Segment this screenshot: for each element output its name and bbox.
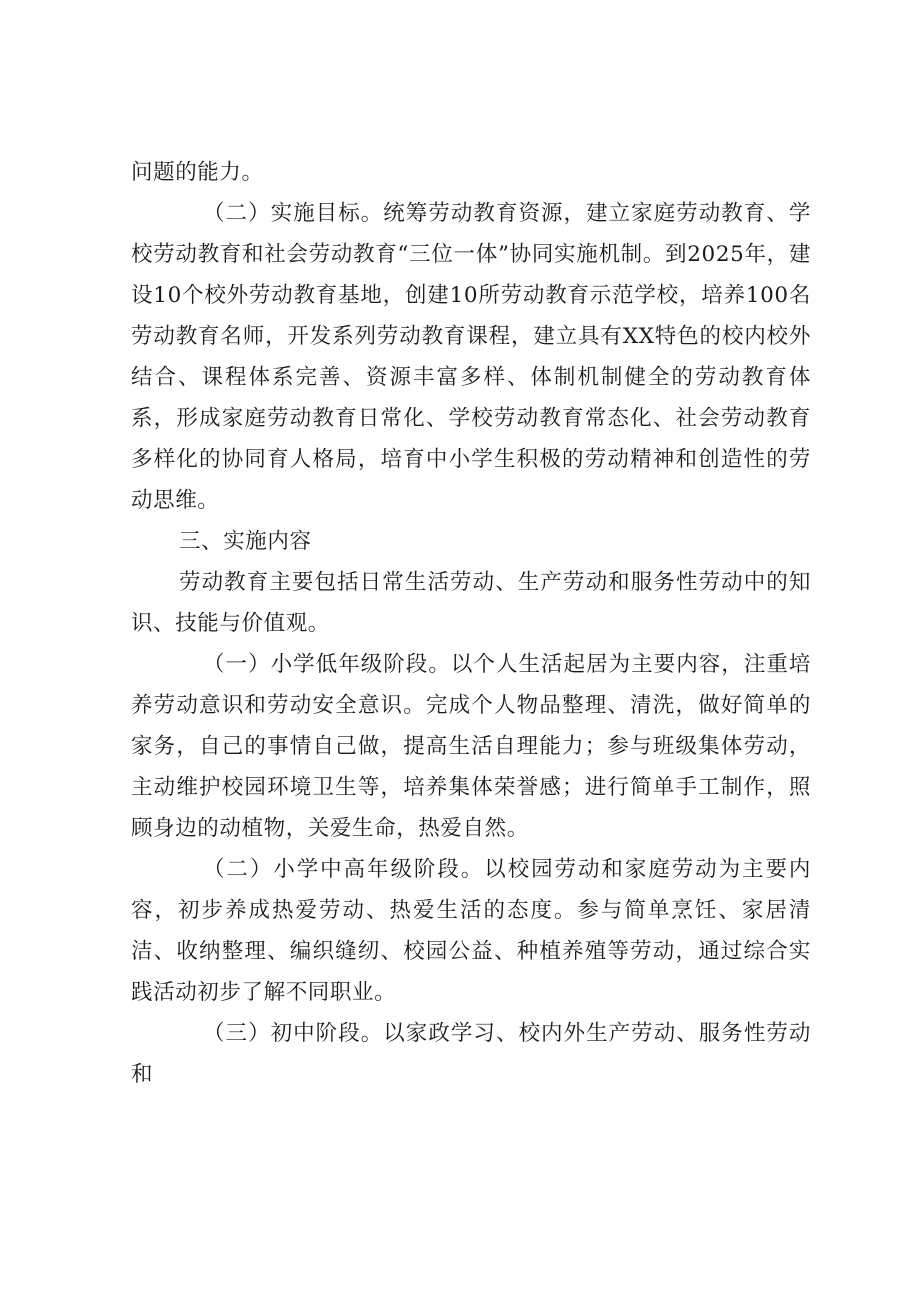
paragraph-primary-upper-grades: （二）小学中高年级阶段。以校园劳动和家庭劳动为主要内容，初步养成热爱劳动、热爱生活的态度。参与简单烹饪、家居清洁、收纳整理、编织缝纫、校园公益、种植养殖等劳动，通过综合实践活动初步了解不同职业。 xyxy=(131,857,811,1005)
document-body xyxy=(131,152,811,1095)
paragraph-junior-high: （三）初中阶段。以家政学习、校内外生产劳动、服务性劳动和 xyxy=(131,1021,811,1087)
paragraph-primary-lower-grades: （一）小学低年级阶段。以个人生活起居为主要内容，注重培养劳动意识和劳动安全意识。完成个人物品整理、清洗，做好简单的家务，自己的事情自己做，提高生活自理能力；参与班级集体劳动，主动维护校园环境卫生等，培养集体荣誉感；进行简单手工制作，照顾身边的动植物，关爱生命，热爱自然。 xyxy=(131,652,811,841)
paragraph-implementation-goals: （二）实施目标。统筹劳动教育资源，建立家庭劳动教育、学校劳动教育和社会劳动教育“三位一体”协同实施机制。到2025年，建设10个校外劳动教育基地，创建10所劳动教育示范学校，培养100名劳动教育名师，开发系列劳动教育课程，建立具有XX特色的校内校外结合、课程体系完善、资源丰富多样、体制机制健全的劳动教育体系，形成家庭劳动教育日常化、学校劳动教育常态化、社会劳动教育多样化的协同育人格局，培育中小学生积极的劳动精神和创造性的劳动思维。 xyxy=(131,201,811,513)
paragraph-continuation: 问题的能力。 xyxy=(131,160,264,185)
paragraph-labor-education-overview: 劳动教育主要包括日常生活劳动、生产劳动和服务性劳动中的知识、技能与价值观。 xyxy=(131,570,811,636)
section-heading-implementation-content: 三、实施内容 xyxy=(179,529,312,554)
